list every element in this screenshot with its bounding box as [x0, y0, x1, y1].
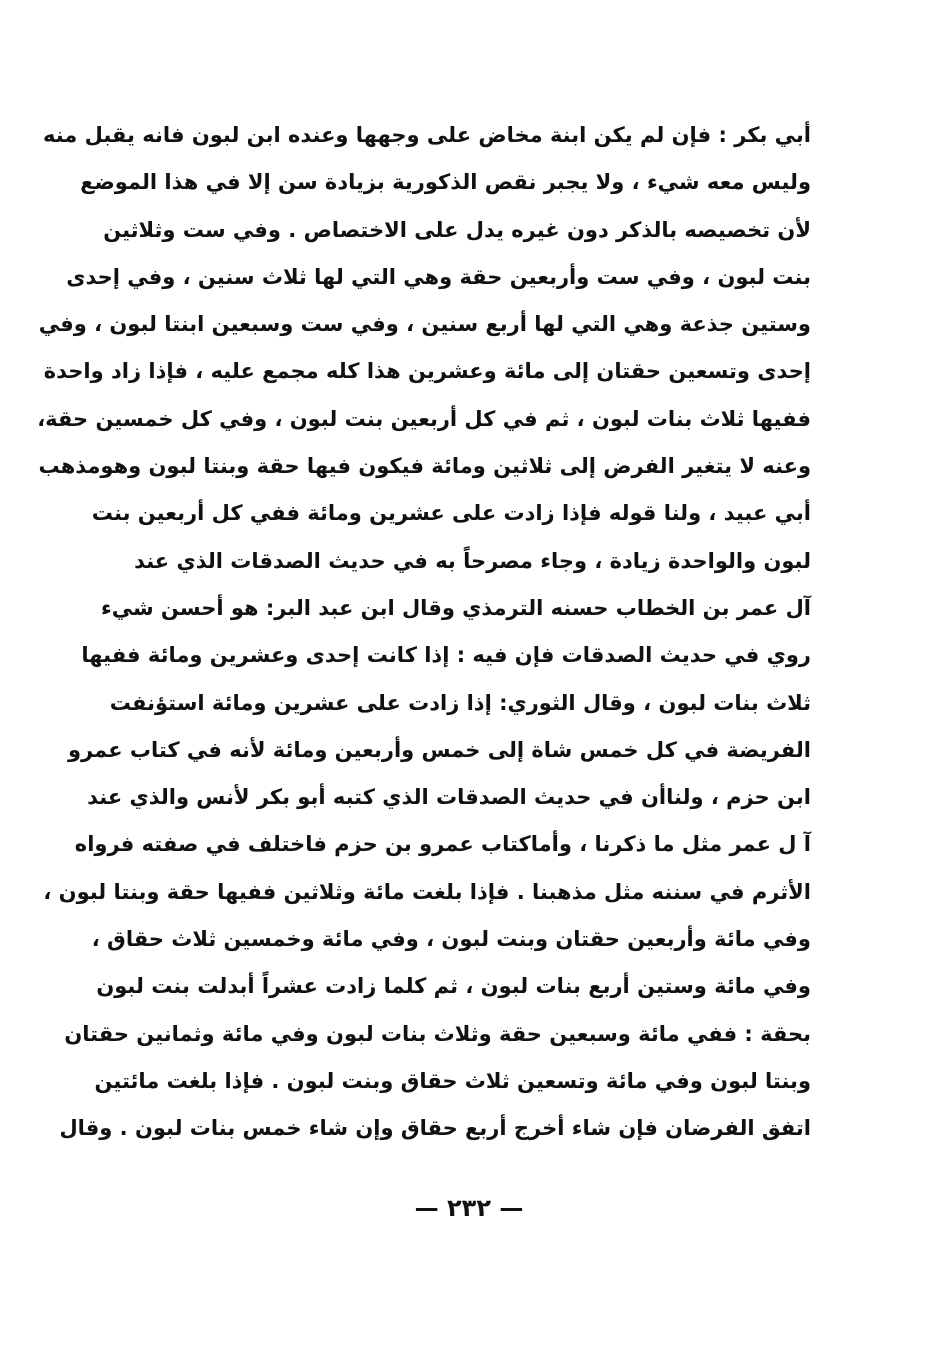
body-text	[37, 112, 811, 1153]
text-line: وعنه لا يتغير الفرض إلى ثلاثين ومائة فيكون فيها حقة وبنتا لبون وهومذهب	[38, 454, 811, 479]
text-line: ففيها ثلاث بنات لبون ، ثم في كل أربعين بنت لبون ، وفي كل خمسين حقة،	[37, 406, 811, 431]
text-line: وليس معه شيء ، ولا يجبر نقص الذكورية بزيادة سن إلا في هذا الموضع	[80, 170, 811, 195]
text-line: أبي عبيد ، ولنا قوله فإذا زادت على عشرين ومائة ففي كل أربعين بنت	[91, 501, 811, 526]
text-line: الأثرم في سننه مثل مذهبنا . فإذا بلغت مائة وثلاثين ففيها حقة وبنتا لبون ،	[43, 879, 811, 904]
text-line: بنت لبون ، وفي ست وأربعين حقة وهي التي لها ثلاث سنين ، وفي إحدى	[66, 264, 811, 289]
text-line: روي في حديث الصدقات فإن فيه : إذا كانت إحدى وعشرين ومائة ففيها	[81, 643, 811, 668]
text-line: ثلاث بنات لبون ، وقال الثوري: إذا زادت على عشرين ومائة استؤنفت	[109, 690, 811, 715]
text-line: بحقة : ففي مائة وسبعين حقة وثلاث بنات لبون وفي مائة وثمانين حقتان	[64, 1021, 811, 1046]
text-line: لأن تخصيصه بالذكر دون غيره يدل على الاختصاص . وفي ست وثلاثين	[103, 217, 811, 242]
text-line: آل عمر بن الخطاب حسنه الترمذي وقال ابن عبد البر: هو أحسن شيء	[100, 595, 811, 620]
text-line: لبون والواحدة زيادة ، وجاء مصرحاً به في حديث الصدقات الذي عند	[134, 548, 811, 573]
text-line: وستين جذعة وهي التي لها أربع سنين ، وفي ست وسبعين ابنتا لبون ، وفي	[38, 312, 811, 337]
text-line: ابن حزم ، ولناأن في حديث الصدقات الذي كتبه أبو بكر لأنس والذي عند	[87, 785, 811, 810]
text-line: وفي مائة وستين أربع بنات لبون ، ثم كلما زادت عشراً أبدلت بنت لبون	[96, 974, 811, 999]
text-line: الفريضة في كل خمس شاة إلى خمس وأربعين ومائة لأنه في كتاب عمرو	[68, 737, 811, 762]
text-line: آ ل عمر مثل ما ذكرنا ، وأماكتاب عمرو بن حزم فاختلف في صفته فرواه	[74, 832, 811, 857]
page-number: — ٢٣٢ —	[414, 1194, 524, 1222]
text-line: وبنتا لبون وفي مائة وتسعين ثلاث حقاق وبنت لبون . فإذا بلغت مائتين	[94, 1068, 811, 1093]
text-line: وفي مائة وأربعين حقتان وبنت لبون ، وفي مائة وخمسين ثلاث حقاق ،	[91, 927, 811, 952]
text-line: إحدى وتسعين حقتان إلى مائة وعشرين هذا كله مجمع عليه ، فإذا زاد واحدة	[43, 359, 811, 384]
text-line: اتفق الفرضان فإن شاء أخرج أربع حقاق وإن شاء خمس بنات لبون . وقال	[59, 1116, 811, 1141]
text-line: أبي بكر : فإن لم يكن ابنة مخاض على وجهها وعنده ابن لبون فانه يقبل منه	[43, 123, 811, 147]
